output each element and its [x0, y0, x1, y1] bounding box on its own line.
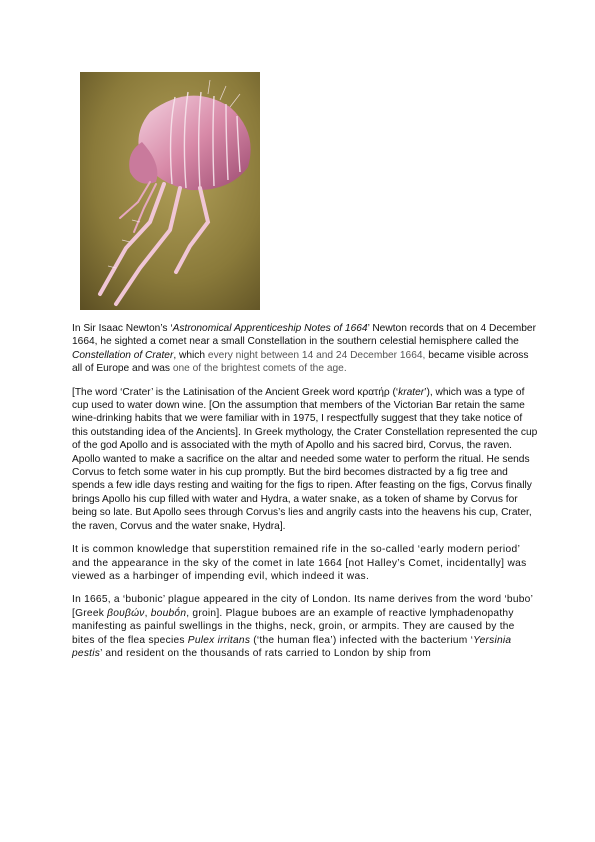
text-run: In 1665, a ‘bubonic’ plague appeared in the city of London. Its name derives from the word ‘bubo’ [Greek	[72, 594, 533, 619]
text-run: , which	[173, 349, 208, 361]
text-run: [The word ‘Crater’ is the Latinisation of the Ancient Greek word κρατήρ (‘	[72, 386, 399, 398]
text-run: every night between 14 and 24 December 1664,	[207, 349, 426, 361]
text-run: ’ Newton records that on 4 December 1664, he sighted a comet near a small Constellation in the southern celestial hemisphere called the	[72, 323, 536, 348]
paragraph-3	[72, 543, 540, 583]
paragraph-1	[72, 322, 540, 376]
text-run: It is common knowledge that superstition remained rife in the so-called ‘early modern period’ and the appearance in the sky of the comet in late 1664 [not Halley’s Comet, incidentally] was viewed as a harbinger of impending evil, which indeed it was.	[72, 544, 527, 582]
text-run: became visible across all of Europe and was	[72, 349, 529, 375]
flea-micrograph-image	[80, 72, 260, 310]
text-run: , groin]. Plague buboes are an example of reactive lymphadenopathy manifesting as painful swellings in the thighs, neck, groin, or armpits. They are caused by the bites of the flea species	[72, 607, 515, 646]
text-run: Astronomical Apprenticeship Notes of 1664	[172, 323, 368, 334]
text-run: βουβών	[107, 607, 145, 619]
document-body	[72, 322, 540, 670]
text-run: ’ and resident on the thousands of rats carried to London by ship from	[100, 647, 431, 659]
paragraph-2	[72, 386, 540, 533]
text-run: In Sir Isaac Newton’s ‘	[72, 323, 173, 334]
text-run: (‘the human flea’) infected with the bacterium ‘	[250, 634, 474, 646]
text-run: boubṓn	[150, 607, 187, 619]
text-run: krater	[398, 386, 425, 398]
text-run: one of the brightest comets of the age.	[172, 363, 347, 375]
text-run: Yersinia pestis	[72, 634, 512, 659]
paragraph-4	[72, 593, 540, 660]
text-run: ,	[144, 607, 151, 619]
text-run: Constellation of Crater	[72, 349, 174, 361]
text-run: Pulex irritans	[187, 634, 251, 646]
text-run: ’), which was a type of cup used to water down wine. [On the assumption that members of the Victorian Bar retain the same wine-drinking habits that we were familiar with in 1975, I respectfully suggest that they take notice of this outstanding idea of the Ancients]. In Greek mythology, the Crater Constellation represented the cup of the god Apollo and is associated with the myth of Apollo and his sacred bird, Corvus, the raven. Apollo wanted to make a sacrifice on the altar and needed some water to perform the ritual. He sends Corvus to fetch some water in his cup promptly. But the bird becomes distracted by a fig tree and spends a few idle days resting and waiting for the figs to ripen. After feasting on the figs, Corvus finally brings Apollo his cup filled with water and Hydra, a water snake, as a token of shame by Corvus for being so late. But Apollo sees through Corvus’s lies and angrily casts into the heavens his cup, Crater, the raven, Corvus and the water snake, Hydra].	[72, 386, 538, 532]
